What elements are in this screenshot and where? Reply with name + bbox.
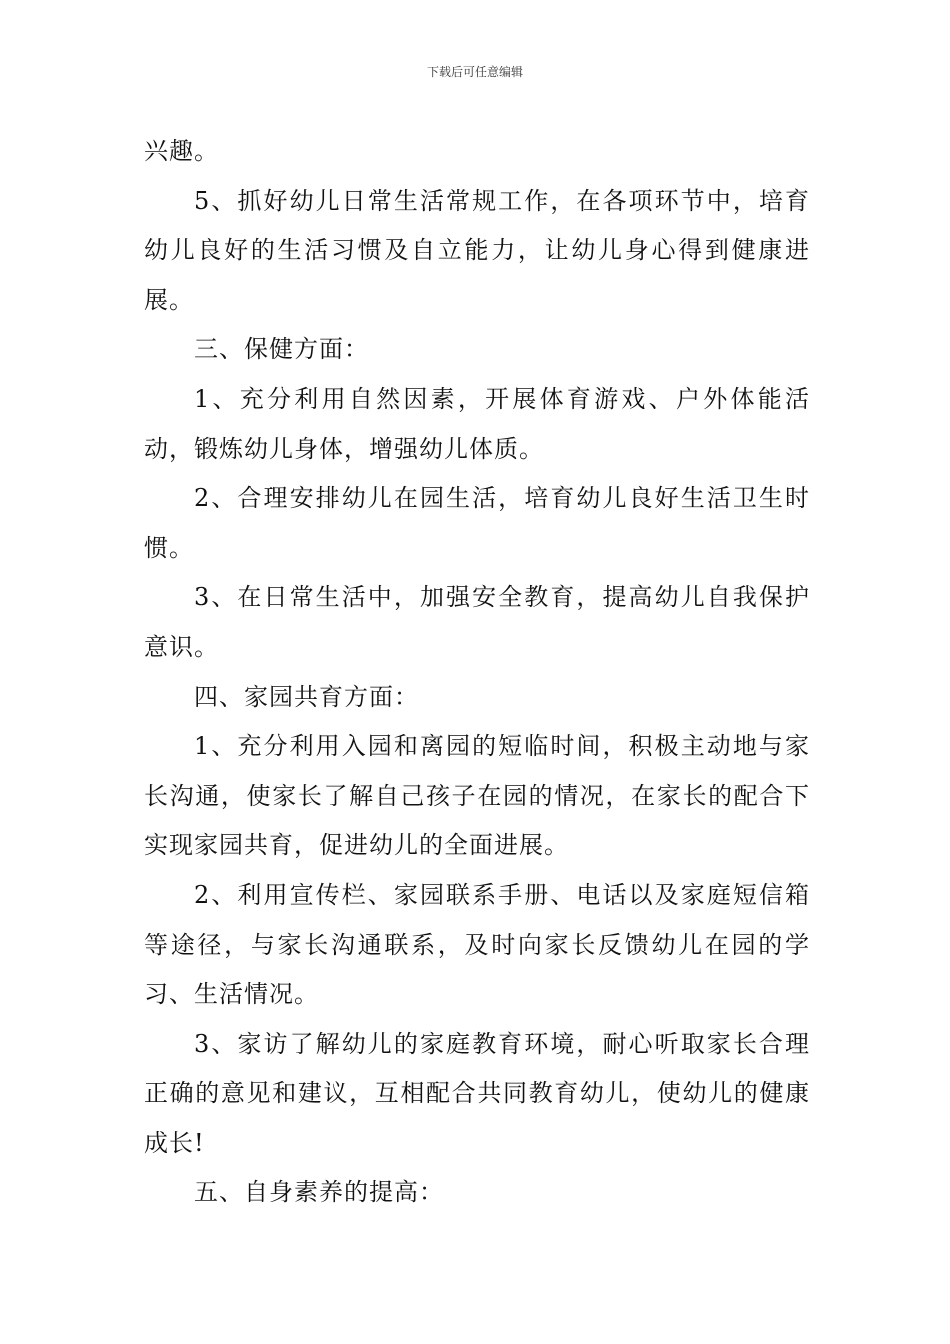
paragraph: 1、充分利用自然因素，开展体育游戏、户外体能活动，锻炼幼儿身体，增强幼儿体质。 <box>144 384 810 463</box>
page-header: 下载后可任意编辑 <box>426 65 523 79</box>
paragraph: 1、充分利用入园和离园的短临时间，积极主动地与家长沟通，使家长了解自己孩子在园的情况，在家长的配合下实现家园共育，促进幼儿的全面进展。 <box>144 732 810 860</box>
paragraph: 兴趣。 <box>144 137 219 165</box>
paragraph: 2、利用宣传栏、家园联系手册、电话以及家庭短信箱等途径，与家长沟通联系，及时向家长反馈幼儿在园的学习、生活情况。 <box>144 880 810 1009</box>
section-heading: 五、自身素养的提高： <box>194 1178 444 1207</box>
paragraph: 3、在日常生活中，加强安全教育，提高幼儿自我保护意识。 <box>144 583 810 661</box>
section-heading: 四、家园共育方面： <box>194 682 419 711</box>
section-heading: 三、保健方面： <box>194 335 369 364</box>
paragraph: 5、抓好幼儿日常生活常规工作，在各项环节中，培育幼儿良好的生活习惯及自立能力，让幼儿身心得到健康进展。 <box>144 186 810 314</box>
document-body <box>144 127 810 1218</box>
paragraph: 2、合理安排幼儿在园生活，培育幼儿良好生活卫生时惯。 <box>144 484 810 562</box>
paragraph: 3、家访了解幼儿的家庭教育环境，耐心听取家长合理正确的意见和建议，互相配合共同教育幼儿，使幼儿的健康成长! <box>144 1029 810 1157</box>
